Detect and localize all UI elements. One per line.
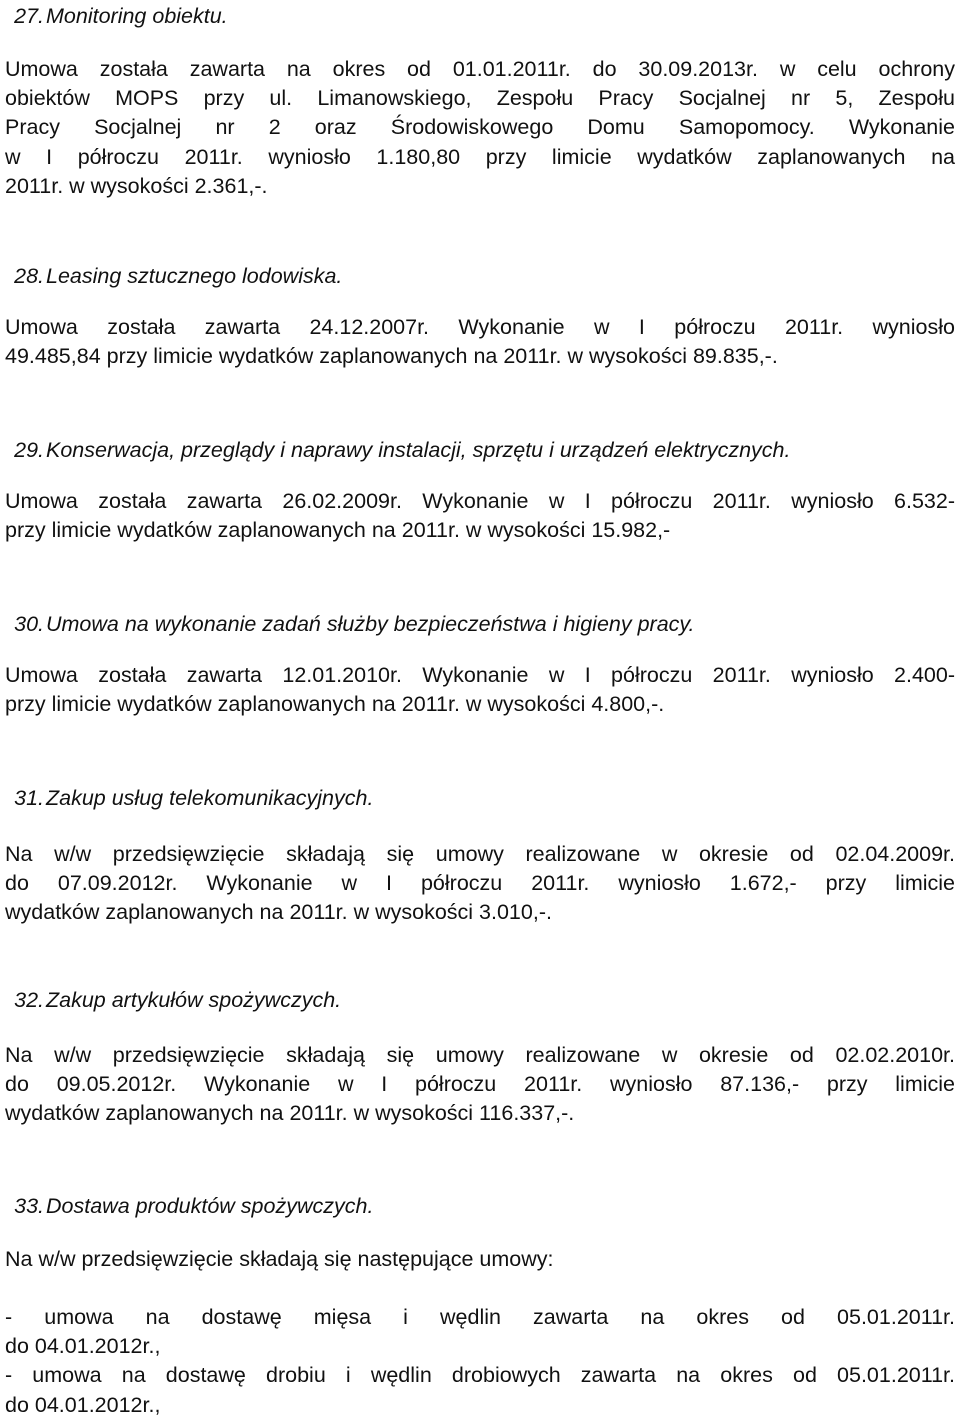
body-line: wydatków zaplanowanych na 2011r. w wysokości 3.010,-. <box>5 900 552 925</box>
body-line: Umowa została zawarta 26.02.2009r. Wykonanie w I półroczu 2011r. wyniosło 6.532- <box>5 489 955 513</box>
section-body-29 <box>5 487 955 545</box>
section-title: Konserwacja, przeglądy i naprawy instalacji, sprzętu i urządzeń elektrycznych. <box>46 438 791 462</box>
section-number: 27. <box>14 4 44 28</box>
body-line: 49.485,84 przy limicie wydatków zaplanowanych na 2011r. w wysokości 89.835,-. <box>5 344 778 369</box>
section-body-30 <box>5 661 955 719</box>
body-line: Umowa została zawarta 24.12.2007r. Wykonanie w I półroczu 2011r. wyniosło <box>5 315 955 339</box>
section-number: 31. <box>14 786 44 810</box>
list-line: - umowa na dostawę drobiu i wędlin drobiowych zawarta na okres od 05.01.2011r. <box>5 1363 955 1388</box>
body-line: wydatków zaplanowanych na 2011r. w wysokości 116.337,-. <box>5 1101 575 1126</box>
body-line: Na w/w przedsięwzięcie składają się umowy realizowane w okresie od 02.02.2010r. <box>5 1043 955 1067</box>
body-line: Umowa została zawarta 12.01.2010r. Wykonanie w I półroczu 2011r. wyniosło 2.400- <box>5 663 955 687</box>
section-heading-31 <box>14 784 374 812</box>
body-line: do 09.05.2012r. Wykonanie w I półroczu 2011r. wyniosło 87.136,- przy limicie <box>5 1072 955 1097</box>
section-title: Zakup artykułów spożywczych. <box>46 988 342 1012</box>
body-line: Umowa została zawarta na okres od 01.01.2011r. do 30.09.2013r. w celu ochrony <box>5 57 955 81</box>
section-number: 32. <box>14 988 44 1012</box>
section-heading-28 <box>14 262 343 290</box>
body-line: w I półroczu 2011r. wyniosło 1.180,80 przy limicie wydatków zaplanowanych na <box>5 144 955 169</box>
body-line: obiektów MOPS przy ul. Limanowskiego, Zespołu Pracy Socjalnej nr 5, Zespołu <box>5 86 955 111</box>
section-title: Leasing sztucznego lodowiska. <box>46 264 343 288</box>
body-line: Pracy Socjalnej nr 2 oraz Środowiskowego Domu Samopomocy. Wykonanie <box>5 115 955 140</box>
section-heading-33 <box>14 1192 374 1220</box>
section-number: 30. <box>14 612 44 636</box>
section-body-31 <box>5 840 955 928</box>
section-heading-30 <box>14 610 695 638</box>
section-title: Dostawa produktów spożywczych. <box>46 1194 374 1218</box>
section-body-27 <box>5 55 955 201</box>
section-body-32 <box>5 1041 955 1129</box>
body-line: Na w/w przedsięwzięcie składają się następujące umowy: <box>5 1247 554 1271</box>
section-intro-33 <box>5 1245 955 1274</box>
body-line: Na w/w przedsięwzięcie składają się umowy realizowane w okresie od 02.04.2009r. <box>5 842 955 866</box>
section-heading-32 <box>14 986 342 1014</box>
body-line: przy limicie wydatków zaplanowanych na 2011r. w wysokości 15.982,- <box>5 518 671 543</box>
list-line: do 04.01.2012r., <box>5 1334 161 1359</box>
body-line: do 07.09.2012r. Wykonanie w I półroczu 2011r. wyniosło 1.672,- przy limicie <box>5 871 955 896</box>
section-title: Monitoring obiektu. <box>46 4 228 28</box>
list-line: - umowa na dostawę mięsa i wędlin zawarta na okres od 05.01.2011r. <box>5 1305 955 1329</box>
body-line: 2011r. w wysokości 2.361,-. <box>5 173 268 198</box>
body-line: przy limicie wydatków zaplanowanych na 2011r. w wysokości 4.800,-. <box>5 692 665 717</box>
section-number: 33. <box>14 1194 44 1218</box>
section-body-28 <box>5 313 955 371</box>
section-title: Zakup usług telekomunikacyjnych. <box>46 786 374 810</box>
list-line: do 04.01.2012r., <box>5 1392 161 1417</box>
section-heading-29 <box>14 436 791 464</box>
section-number: 29. <box>14 438 44 462</box>
section-body-33 <box>5 1303 955 1420</box>
section-heading-27 <box>14 2 228 30</box>
section-number: 28. <box>14 264 44 288</box>
section-title: Umowa na wykonanie zadań służby bezpieczeństwa i higieny pracy. <box>46 612 695 636</box>
